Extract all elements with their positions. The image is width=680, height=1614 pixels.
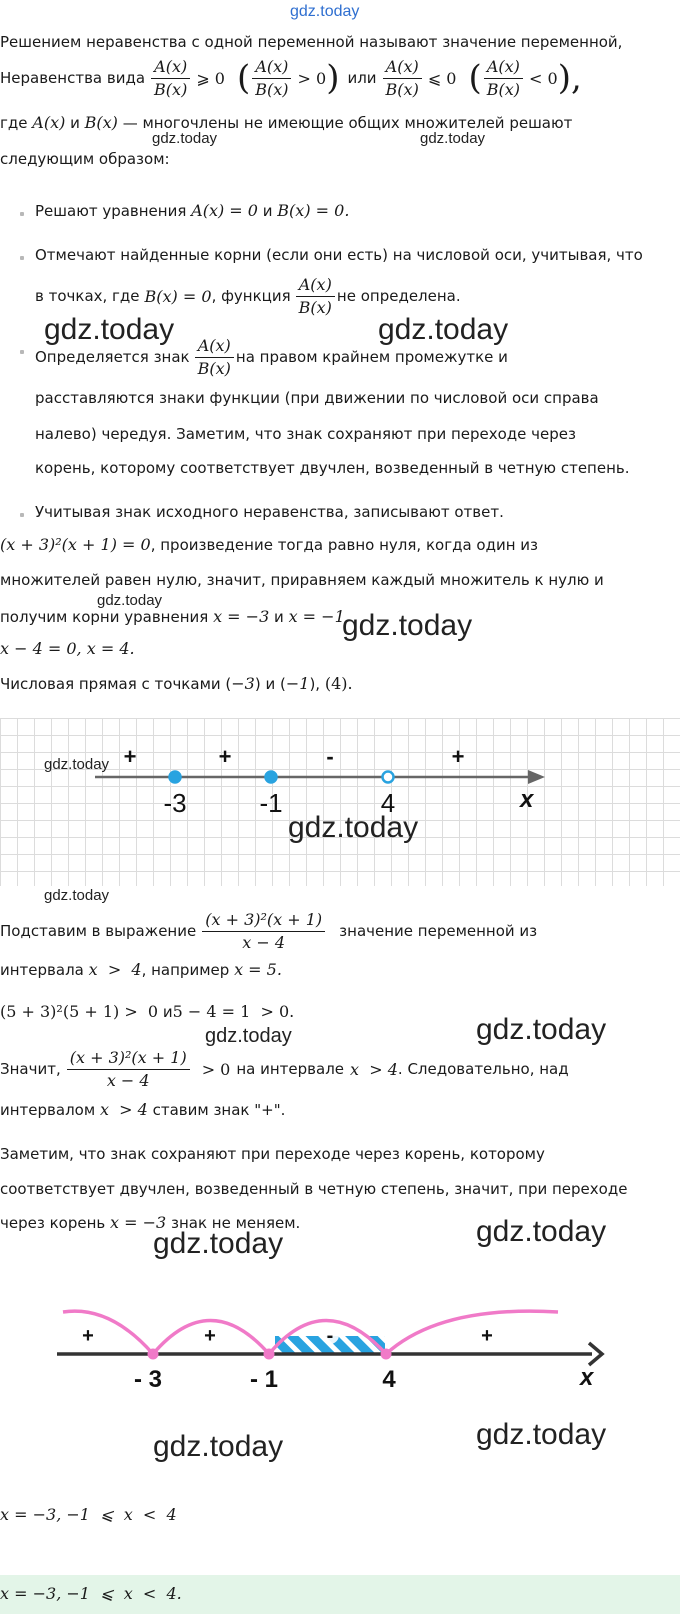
le-zero: ⩽ 0 <box>427 68 457 88</box>
paren-open: ( <box>236 58 251 98</box>
bullet-icon <box>20 212 24 216</box>
watermark: gdz.today <box>342 609 473 642</box>
watermark: gdz.today <box>44 313 175 346</box>
lt-zero: < 0 <box>529 68 558 88</box>
arc-left <box>63 1311 153 1354</box>
step-3-line-4: корень, которому соответствует двучлен, возведенный в четную степень. <box>35 459 630 477</box>
note-line-2: соответствует двучлен, возведенный в четную степень, значит, при переходе <box>0 1180 628 1198</box>
fraction-ab: $\frac{A(x)}{B(x)}$ <box>195 336 234 379</box>
paren-close: ), <box>557 58 582 98</box>
bullet-icon <box>20 256 24 260</box>
watermark: gdz.today <box>44 887 110 904</box>
watermark: gdz.today <box>476 1215 607 1248</box>
note-line-1: Заметим, что знак сохраняют при переходе через корень, которому <box>0 1145 545 1163</box>
watermark: gdz.today <box>97 592 163 609</box>
substitute-calc: (5 + 3)²(5 + 1) > 0 и5 − 4 = 1 > 0. <box>0 1002 295 1021</box>
axis-label-x: x <box>520 786 534 813</box>
number-line-1 <box>0 718 680 886</box>
point-0 <box>170 772 181 783</box>
paren-close: ) <box>326 58 340 98</box>
watermark: gdz.today <box>153 1227 284 1260</box>
point-label-0: - 3 <box>133 1366 163 1393</box>
watermark: gdz.today <box>205 1025 292 1047</box>
sign-2: - <box>326 1325 334 1347</box>
point-label-2: 4 <box>380 788 396 818</box>
point-label-0: -3 <box>163 788 187 818</box>
gt-zero: > 0 <box>297 68 327 88</box>
fraction-expression: $\frac{\text{(x + 3)²(x + 1)}}{x - 4}$ <box>202 910 325 953</box>
step-3-line-1: Определяется знак $\frac{A(x)}{B(x)}$ на правом крайнем промежутке и <box>35 335 508 378</box>
fraction-ab: $\frac{A(x)}{B(x)}$ <box>252 57 291 100</box>
arc-right <box>386 1311 558 1354</box>
point-0 <box>148 1349 159 1360</box>
sign-1: + <box>204 1325 216 1347</box>
answer-1: x = −3, −1 ⩽ x < 4 <box>0 1505 177 1524</box>
sign-0: + <box>82 1325 94 1347</box>
step-3-line-2: расставляются знаки функции (при движении по числовой оси справа <box>35 389 599 407</box>
step-2-line-2: в точках, где B(x) = 0 , функция $\frac{A(x)}{B(x)}$ не определена. <box>35 274 461 317</box>
fraction-ab: $\frac{A(x)}{B(x)}$ <box>296 275 335 318</box>
bullet-icon <box>20 350 24 354</box>
watermark: gdz.today <box>44 756 110 773</box>
substitute-line-4: Значит, $\frac{\text{(x + 3)²(x + 1)}}{x - 4}$ > 0 на интервале x > 4 . Следовательно, над <box>0 1047 569 1090</box>
step-1: Решают уравнения A(x) = 0 и B(x) = 0. <box>35 201 350 220</box>
point-label-1: -1 <box>259 788 283 818</box>
watermark: gdz.today <box>476 1418 607 1451</box>
intro-line-2 <box>0 52 582 104</box>
solution-line-4: x − 4 = 0, x = 4. <box>0 639 135 658</box>
point-label-2: 4 <box>382 1366 396 1393</box>
point-label-1: - 1 <box>249 1366 279 1393</box>
intro-line-1: Решением неравенства с одной переменной называют значение переменной, <box>0 33 623 51</box>
sign-2: - <box>326 744 334 769</box>
fraction-ab: $\frac{A(x)}{B(x)}$ <box>151 57 190 100</box>
number-line-2 <box>0 1295 680 1415</box>
sign-1: + <box>218 744 232 769</box>
intro-line-3: где A(x) и B(x) — многочлены не имеющие общих множителей решают <box>0 113 573 132</box>
arrow-icon <box>528 770 545 784</box>
intro-line-4: следующим образом: <box>0 150 170 168</box>
paren-open: ( <box>468 58 482 98</box>
substitute-line-5: интервалом x > 4 ставим знак "+". <box>0 1100 286 1119</box>
or-word: или <box>347 69 377 87</box>
fraction-ab: $\frac{A(x)}{B(x)}$ <box>383 57 422 100</box>
sign-3: + <box>481 1325 493 1347</box>
watermark: gdz.today <box>420 130 486 147</box>
watermark: gdz.today <box>152 130 218 147</box>
axis-label-x: x <box>580 1364 594 1391</box>
step-3-line-3: налево) чередуя. Заметим, что знак сохраняют при переходе через <box>35 425 576 443</box>
point-1 <box>266 772 277 783</box>
intro-prefix: Неравенства вида <box>0 69 146 87</box>
solution-line-1: (x + 3)²(x + 1) = 0, произведение тогда равно нуля, когда один из <box>0 535 539 554</box>
step-4: Учитывая знак исходного неравенства, записывают ответ. <box>35 503 504 521</box>
watermark: gdz.today <box>288 811 419 844</box>
watermark: gdz.today <box>378 313 509 346</box>
substitute-line-2: интервала x > 4, например x = 5. <box>0 960 282 979</box>
watermark: gdz.today <box>153 1430 284 1463</box>
fraction-ab: $\frac{A(x)}{B(x)}$ <box>484 57 523 100</box>
site-header-logo: gdz.today <box>290 3 360 20</box>
ge-zero: ⩾ 0 <box>196 68 225 88</box>
numberline-caption: Числовая прямая с точками (−3) и (−1), (4). <box>0 674 353 693</box>
point-1 <box>264 1349 275 1360</box>
fraction-expression: $\frac{\text{(x + 3)²(x + 1)}}{x - 4}$ <box>67 1048 190 1091</box>
note-line-3: через корень x = −3 знак не меняем. <box>0 1213 301 1232</box>
solution-line-3: получим корни уравнения x = −3 и x = −1 <box>0 607 345 626</box>
sign-3: + <box>451 744 465 769</box>
substitute-line-1: Подставим в выражение $\frac{\text{(x + 3)²(x + 1)}}{x - 4}$ значение переменной из <box>0 909 538 952</box>
point-2 <box>383 772 394 783</box>
answer-2: x = −3, −1 ⩽ x < 4. <box>0 1584 182 1603</box>
bullet-icon <box>20 513 24 517</box>
solution-line-2: множителей равен нулю, значит, приравняем каждый множитель к нулю и <box>0 571 604 589</box>
step-2-line-1: Отмечают найденные корни (если они есть) на числовой оси, учитывая, что <box>35 246 643 264</box>
point-2 <box>381 1349 392 1360</box>
watermark: gdz.today <box>476 1013 607 1046</box>
sign-0: + <box>123 744 137 769</box>
